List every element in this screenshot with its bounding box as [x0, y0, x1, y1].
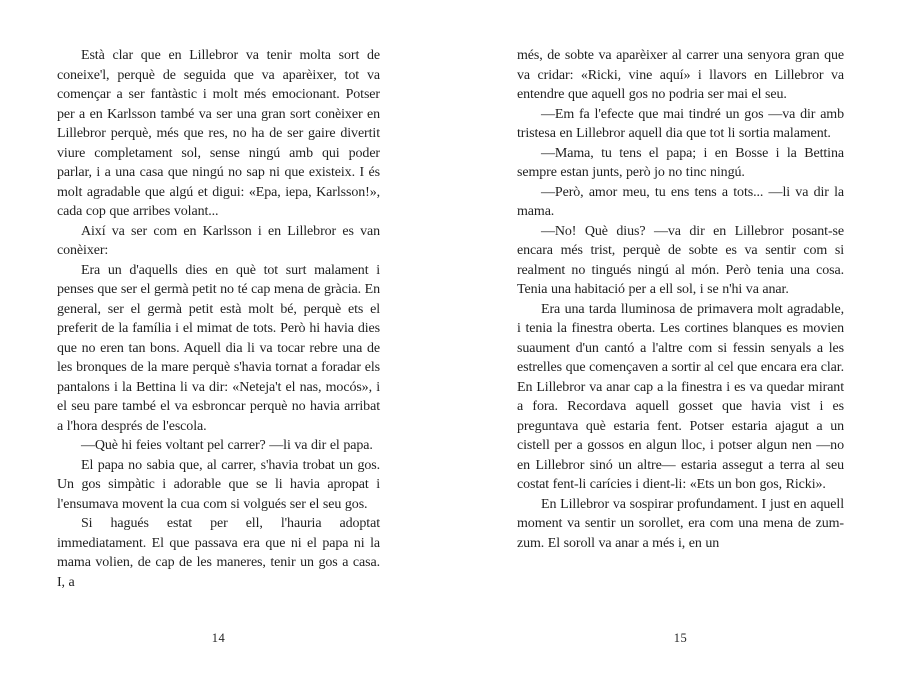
paragraph: El papa no sabia que, al carrer, s'havia trobat un gos. Un gos simpàtic i adorable que se li havia apropat i l'ensumava movent la cua com si volgués ser el seu gos.: [57, 457, 380, 512]
paragraph: —Mama, tu tens el papa; i en Bosse i la Bettina sempre estan junts, però jo no tinc ningú.: [517, 145, 844, 180]
paragraph: —No! Què dius? —va dir en Lillebror posant-se encara més trist, perquè de sobte es va sentir com si realment no tingués ningú al món. Però tenia una cosa. Tenia una habitació per a ell sol, i se n'hi va anar.: [517, 223, 844, 297]
paragraph: En Lillebror va sospirar profundament. I just en aquell moment va sentir un sorollet, era com una mena de zum-zum. El soroll va anar a més i, en un: [517, 496, 844, 551]
paragraph: més, de sobte va aparèixer al carrer una senyora gran que va cridar: «Ricki, vine aquí» i llavors en Lillebror va entendre que aquell gos no podria ser mai el seu.: [517, 48, 844, 102]
paragraph: Era una tarda lluminosa de primavera molt agradable, i tenia la finestra oberta. Les cortines blanques es movien suaument d'un cantó a l'altre com si fessin senyals a les estrelles que començaven a sortir al cel que encara era clar. En Lillebror va anar cap a la finestra i es va quedar mirant a fora. Recordava aquell gosset que havia vist i es preguntava què estaria fent. Potser estaria ajagut a un cistell per a gossos en algun lloc, i potser algun nen —no en Lillebror sinó un altre— estaria assegut a terra al seu costat fent-li carícies i dient-li: «Ets un bon gos, Ricki».: [517, 301, 844, 492]
paragraph: —Em fa l'efecte que mai tindré un gos —va dir amb tristesa en Lillebror aquell dia que tot li sortia malament.: [517, 106, 844, 141]
paragraph: —Però, amor meu, tu ens tens a tots... —li va dir la mama.: [517, 184, 844, 219]
paragraph: Si hagués estat per ell, l'hauria adoptat immediatament. El que passava era que ni el papa ni la mama volien, de cap de les maneres, tenir un gos a casa. I, a: [57, 516, 380, 590]
paragraph: Està clar que en Lillebror va tenir molta sort de coneixe'l, perquè de seguida que va aparèixer, tot va començar a ser fantàstic i molt més emocionant. Potser per a en Karlsson també va ser una gran sort conèixer en Lillebror perquè, més que res, no ha de ser gaire divertit viure completament sol, sense ningú amb qui poder parlar, i a una casa que ningú no sap ni que existeix. I és molt agradable que algú et digui: «Epa, iepa, Karlsson!», cada cop que arribes volant...: [57, 48, 380, 219]
page-number: 15: [673, 631, 688, 645]
page-number: 14: [211, 631, 226, 645]
left-page: [57, 46, 380, 646]
paragraph: Així va ser com en Karlsson i en Lillebror es van conèixer:: [57, 223, 380, 258]
paragraph: Era un d'aquells dies en què tot surt malament i penses que ser el germà petit no té cap mena de gràcia. En general, ser el germà petit està molt bé, perquè ets el preferit de la família i el mimat de tots. Però hi havia dies que no eren tan bons. Aquell dia li va tocar rebre una de les bronques de la mare perquè s'havia tornat a foradar els pantalons i la Bettina li va dir: «Neteja't el nas, mocós», i el seu pare també el va esbroncar perquè no havia arribat a l'hora després de l'escola.: [57, 262, 380, 434]
paragraph: —Què hi feies voltant pel carrer? —li va dir el papa.: [81, 438, 373, 453]
right-page: [517, 46, 844, 646]
